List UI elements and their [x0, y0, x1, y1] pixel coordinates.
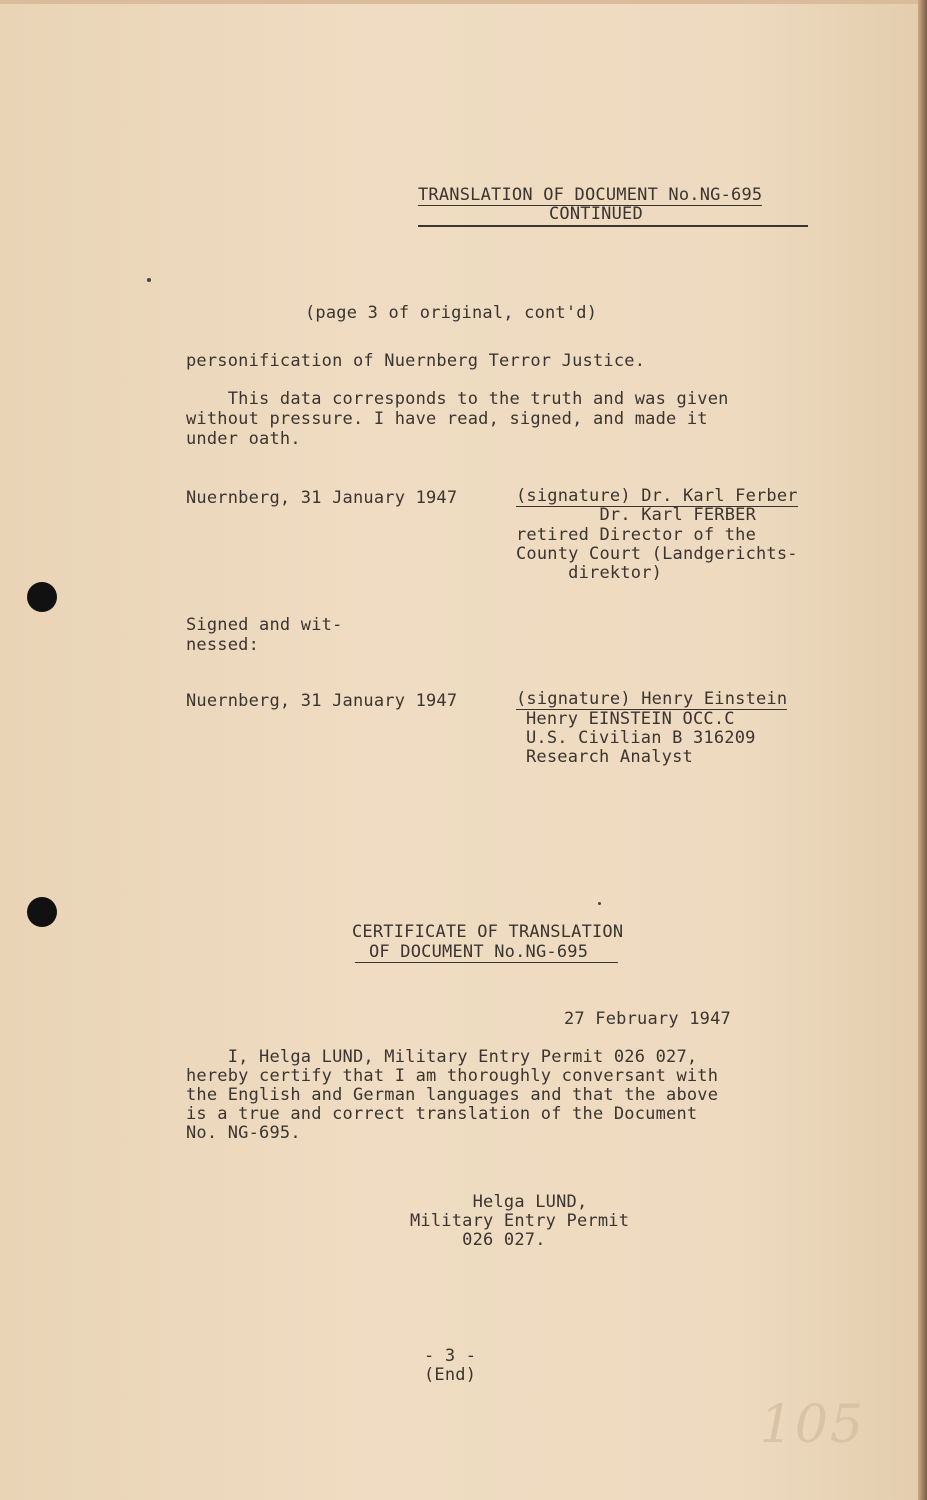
body-line: personification of Nuernberg Terror Justice. [186, 351, 646, 371]
witness-signatory-line: Henry EINSTEIN OCC.C [526, 709, 735, 729]
body-paragraph-line: This data corresponds to the truth and was given [186, 389, 729, 409]
translator-signature-line: 026 027. [410, 1230, 546, 1250]
page-reference: (page 3 of original, cont'd) [305, 303, 598, 323]
witness-signatory-line: U.S. Civilian B 316209 [526, 728, 756, 748]
ink-speck [598, 902, 601, 905]
punch-hole-lower [27, 897, 57, 927]
certificate-title: CERTIFICATE OF TRANSLATION [352, 922, 624, 942]
certificate-date: 27 February 1947 [564, 1009, 731, 1029]
certificate-paragraph-line: the English and German languages and that the above [186, 1085, 719, 1105]
translator-signature-line: Military Entry Permit [410, 1211, 630, 1231]
certificate-subtitle: OF DOCUMENT No.NG-695 [355, 943, 618, 963]
end-marker: (End) [424, 1365, 477, 1385]
header-underline [418, 225, 808, 227]
certificate-paragraph-line: is a true and correct translation of the Document [186, 1104, 698, 1124]
header-continued: CONTINUED [549, 204, 643, 224]
body-paragraph-line: without pressure. I have read, signed, and made it [186, 409, 708, 429]
witness-signatory-line: Research Analyst [526, 747, 693, 767]
witness-label-line: nessed: [186, 635, 260, 655]
witness-signature: (signature) Henry Einstein [516, 689, 788, 709]
witness-label-line: Signed and wit- [186, 615, 343, 635]
certificate-paragraph-line: No. NG-695. [186, 1123, 301, 1143]
body-paragraph-line: under oath. [186, 429, 301, 449]
punch-hole-upper [27, 582, 57, 612]
affidavit-signatory-line: County Court (Landgerichts- [516, 544, 798, 564]
witness-place-date: Nuernberg, 31 January 1947 [186, 691, 458, 711]
affidavit-signature: (signature) Dr. Karl Ferber [516, 486, 798, 506]
ink-speck [147, 278, 151, 282]
affidavit-signatory-line: retired Director of the [516, 525, 757, 545]
folio-number-mark: 105 [759, 1395, 865, 1455]
header-title: TRANSLATION OF DOCUMENT No.NG-695 [418, 185, 763, 205]
affidavit-signatory-line: direktor) [516, 563, 663, 583]
page-top-edge [0, 0, 927, 4]
affidavit-signatory-line: Dr. Karl FERBER [516, 505, 757, 525]
certificate-paragraph-line: hereby certify that I am thoroughly conversant with [186, 1066, 719, 1086]
certificate-paragraph-line: I, Helga LUND, Military Entry Permit 026 027, [186, 1047, 698, 1067]
affidavit-place-date: Nuernberg, 31 January 1947 [186, 488, 458, 508]
page-right-edge [918, 0, 927, 1500]
page-number: - 3 - [424, 1346, 477, 1366]
translator-signature-line: Helga LUND, [410, 1192, 588, 1212]
